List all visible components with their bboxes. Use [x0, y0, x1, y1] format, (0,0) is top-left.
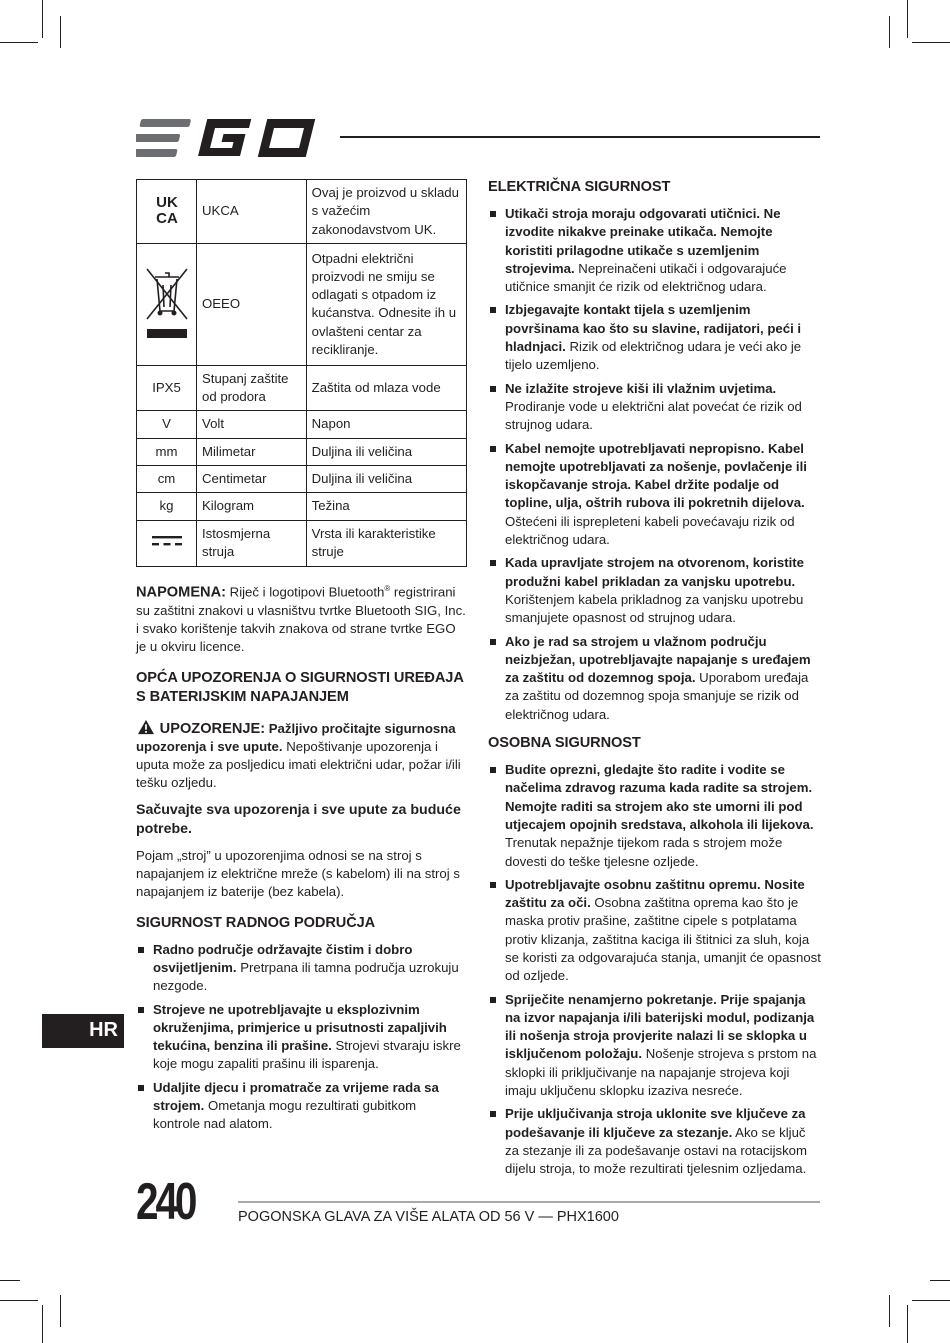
item-bold: Kabel nemojte upotrebljavati nepropisno. Kabel nemojte upotrebljavati za nošenje, povlačenje ili iskopčavanje stroja. Kabel držite podalje od topline, ulja, oštrih rubova ili pokretnih dijelova.: [505, 440, 807, 511]
symbol-name: Volt: [197, 411, 307, 438]
table-row: [137, 411, 467, 438]
symbol-name: Stupanj zaštite od prodora: [197, 365, 307, 411]
symbol-meaning: Zaštita od mlaza vode: [306, 365, 466, 411]
warning-paragraph: [136, 719, 466, 793]
item-bold: Strojeve ne upotrebljavajte u eksplozivnim okruženjima, primjerice u prisutnosti zapaljivih tekućina, benzina ili prašine.: [153, 1001, 447, 1054]
item-text: Osobna zaštitna oprema kao što je maska protiv prašine, zaštitne cipele s potplatama protiv klizanja, zaštitna kaciga ili štitnici za sluh, koja se koristi za odgovarajuća stanja, umanjit će opasnost od ozljede.: [505, 895, 821, 984]
section-heading-work-area: SIGURNOST RADNOG PODRUČJA: [136, 914, 376, 931]
table-row: [137, 180, 467, 244]
page-number: 240: [136, 1173, 195, 1231]
note-text: Riječ i logotipovi Bluetooth: [226, 584, 385, 600]
item-bold: Ako je rad sa strojem u vlažnom području neizbježan, upotrebljavajte napajanje s uređajem za zaštitu od dozemnog spoja.: [505, 633, 811, 686]
crop-mark: [0, 42, 38, 43]
list-item: [488, 554, 822, 627]
symbol-code: mm: [137, 438, 197, 465]
list-item: [488, 440, 822, 550]
symbol-meaning: Duljina ili veličina: [306, 438, 466, 465]
symbol-meaning: Vrsta ili karakteristike struje: [306, 520, 466, 566]
work-area-list: [136, 941, 466, 1134]
symbol-meaning: Otpadni električni proizvodi ne smiju se odlagati s otpadom iz kućanstva. Odnesite ih u ovlašteni centar za recikliranje.: [306, 243, 466, 365]
note-text: registrirani su zaštitni znakovi u vlasništvu tvrtke Bluetooth SIG, Inc. i svako korištenje takvih znakova od strane tvrtke EGO je u okviru licence.: [136, 584, 466, 655]
table-row: [137, 493, 467, 520]
item-text: Pretrpana ili tamna područja uzrokuju nezgode.: [153, 959, 459, 994]
list-item: [136, 941, 466, 996]
crop-mark: [60, 1295, 61, 1327]
symbol-code: kg: [137, 493, 197, 520]
list-item: [488, 205, 822, 296]
crop-mark: [907, 0, 908, 38]
item-bold: Udaljite djecu i promatrače za vrijeme rada sa strojem.: [153, 1079, 439, 1114]
warning-label: UPOZORENJE:: [159, 720, 266, 737]
note-paragraph: [136, 580, 466, 657]
item-text: Trenutak nepažnje tijekom rada s strojem može dovesti do teške tjelesne ozljede.: [505, 835, 783, 869]
language-code: HR: [89, 1019, 118, 1041]
svg-text:UK: UK: [155, 193, 178, 211]
list-item: [488, 876, 822, 986]
item-text: Ometanja mogu rezultirati gubitkom kontrole nad alatom.: [153, 1098, 417, 1132]
symbol-code: V: [137, 411, 197, 438]
symbol-name: Milimetar: [197, 438, 307, 465]
symbol-name: Istosmjerna struja: [197, 520, 307, 566]
crop-mark: [907, 1305, 908, 1343]
crop-mark: [889, 16, 890, 48]
warning-bold: Pažljivo pročitajte sigurnosna upozorenja i sve upute.: [136, 720, 456, 754]
item-text: Oštećeni ili isprepleteni kabeli povećavaju rizik od električnog udara.: [505, 513, 795, 548]
crop-mark: [0, 1300, 38, 1301]
ukca-mark-bottom: CA: [155, 209, 178, 225]
ukca-mark-icon: [137, 180, 197, 244]
list-item: [488, 991, 822, 1101]
crop-mark: [930, 1280, 950, 1281]
right-column: [488, 178, 822, 1184]
symbol-name: Kilogram: [197, 493, 307, 520]
dc-current-icon: [137, 520, 197, 566]
table-row: [137, 243, 467, 365]
personal-list: [488, 761, 822, 1179]
item-text: Nošenje strojeva s prstom na sklopki ili priključivanje na napajanje strojeva koji imaju uključenu sklopku izaziva nesreće.: [505, 1046, 817, 1099]
crop-mark: [0, 1280, 20, 1281]
crop-mark: [42, 0, 43, 38]
weee-bin-icon: [137, 243, 197, 365]
table-row: [137, 466, 467, 493]
symbol-meaning: Duljina ili veličina: [306, 466, 466, 493]
list-item: [488, 1105, 822, 1178]
crop-mark: [912, 42, 950, 43]
save-instructions-heading: Sačuvajte sva upozorenja i sve upute za buduće potrebe.: [136, 801, 461, 837]
definition-paragraph: Pojam „stroj” u upozorenjima odnosi se na stroj s napajanjem iz električne mreže (s kabelom) ili na stroj s napajanjem iz baterije (bez kabela).: [136, 847, 460, 900]
section-heading-general: OPĆA UPOZORENJA O SIGURNOSTI UREĐAJA S BATERIJSKIM NAPAJANJEM: [136, 669, 464, 705]
ego-logo: [136, 116, 322, 160]
item-text: Rizik od električnog udara je veći ako je tijelo uzemljeno.: [505, 339, 802, 373]
footer-title: POGONSKA GLAVA ZA VIŠE ALATA OD 56 V — PHX1600: [238, 1209, 619, 1225]
symbol-meaning: Težina: [306, 493, 466, 520]
symbol-table: [136, 179, 467, 567]
section-heading-electrical: ELEKTRIČNA SIGURNOST: [488, 179, 671, 195]
item-text: Uporabom uređaja za zaštitu od dozemnog spoja smanjuje se rizik od električnog udara.: [505, 670, 809, 722]
table-row: [137, 438, 467, 465]
list-item: [488, 380, 822, 435]
symbol-meaning: Ovaj je proizvod u skladu s važećim zakonodavstvom UK.: [306, 180, 466, 244]
list-item: [136, 1079, 466, 1134]
item-bold: Upotrebljavajte osobnu zaštitnu opremu. Nosite zaštitu za oči.: [505, 876, 805, 911]
symbol-name: OEEO: [197, 243, 307, 365]
symbol-code: cm: [137, 466, 197, 493]
item-bold: Budite oprezni, gledajte što radite i vodite se načelima zdravog razuma kada radite sa strojem. Nemojte raditi sa strojem ako ste umorni ili pod utjecajem opojnih sredstava, alkohola ili lijekova.: [505, 762, 814, 832]
electrical-list: [488, 205, 822, 724]
warning-triangle-icon: [136, 719, 156, 735]
item-bold: Izbjegavajte kontakt tijela s uzemljenim površinama kao što su slavine, radijatori, peći i hladnjaci.: [505, 302, 802, 355]
item-bold: Utikači stroja moraju odgovarati utičnici. Ne izvodite nikakve preinake utikača. Nemojte koristiti prilagodne utikače s uzemljenim strojevima.: [505, 206, 781, 276]
item-bold: Kada upravljate strojem na otvorenom, koristite produžni kabel prikladan za vanjsku upotrebu.: [505, 555, 804, 589]
list-item: [136, 1001, 466, 1074]
symbol-name: Centimetar: [197, 466, 307, 493]
symbol-code: IPX5: [137, 365, 197, 411]
list-item: [488, 301, 822, 374]
item-text: Strojevi stvaraju iskre koje mogu zapaliti prašinu ili isparenja.: [153, 1038, 461, 1072]
header-rule: [340, 136, 820, 138]
item-bold: Prije uključivanja stroja uklonite sve ključeve za podešavanje ili ključeve za stezanje.: [505, 1106, 806, 1140]
crop-mark: [60, 16, 61, 48]
symbol-meaning: Napon: [306, 411, 466, 438]
section-heading-personal: OSOBNA SIGURNOST: [488, 735, 641, 752]
item-text: Ako se ključ za stezanje ili za podešavanje ostavi na rotacijskom dijelu stroja, to može rezultirati tjelesnim ozljedama.: [505, 1124, 808, 1177]
left-column: [136, 580, 466, 1139]
symbol-name: UKCA: [197, 180, 307, 244]
item-text: Korištenjem kabela prikladnog za vanjsku upotrebu smanjujete opasnost od strujnog udara.: [505, 591, 804, 626]
crop-mark: [42, 1305, 43, 1343]
item-text: Prodiranje vode u električni alat povećat će rizik od strujnog udara.: [505, 398, 802, 433]
item-bold: Ne izlažite strojeve kiši ili vlažnim uvjetima.: [505, 380, 777, 396]
list-item: [488, 633, 822, 724]
warning-text: Nepoštivanje upozorenja i uputa može za posljedicu imati električni udar, požar i/ili tešku ozljedu.: [136, 738, 461, 791]
list-item: [488, 761, 822, 871]
language-tab: [42, 1014, 124, 1048]
note-label: NAPOMENA:: [136, 584, 226, 601]
crop-mark: [912, 1300, 950, 1301]
footer-rule: [238, 1201, 820, 1203]
item-bold: Spriječite nenamjerno pokretanje. Prije spajanja na izvor napajanja i/ili baterijski modul, podizanja ili nošenja stroja provjerite nalazi li se sklopka u isključenom položaju.: [505, 991, 815, 1062]
item-text: Nepreinačeni utikači i odgovarajuće utičnice smanjit će rizik od električnog udara.: [505, 260, 787, 295]
table-row: [137, 520, 467, 566]
crop-mark: [889, 1295, 890, 1327]
item-bold: Radno područje održavajte čistim i dobro osvijetljenim.: [153, 941, 413, 975]
table-row: [137, 365, 467, 411]
registered-mark: ®: [384, 584, 391, 593]
